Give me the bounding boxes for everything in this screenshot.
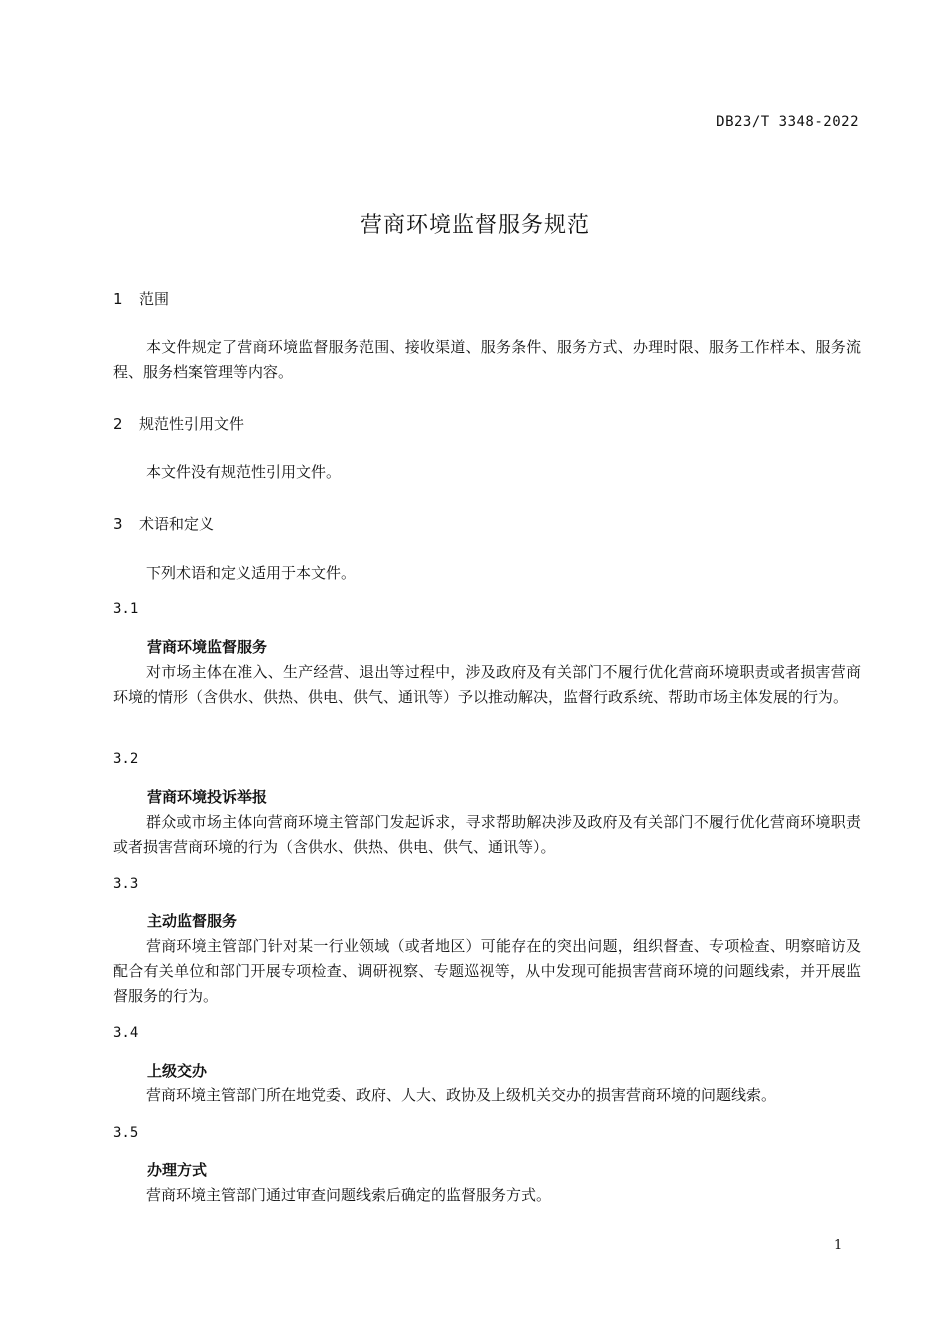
- term-3-5-definition: 营商环境主管部门通过审查问题线索后确定的监督服务方式。: [146, 1186, 552, 1204]
- document-code: DB23/T 3348-2022: [716, 114, 859, 130]
- term-3-2-definition: 群众或市场主体向营商环境主管部门发起诉求，寻求帮助解决涉及政府及有关部门不履行优化营商环境职责或者损害营商环境的行为（含供水、供热、供电、供气、通讯等）。: [113, 813, 861, 856]
- section-heading-text: 范围: [139, 290, 170, 308]
- section-number: 3: [113, 515, 123, 533]
- section-1-heading: [113, 288, 169, 309]
- page-number: 1: [834, 1238, 843, 1253]
- section-1-body: 本文件规定了营商环境监督服务范围、接收渠道、服务条件、服务方式、办理时限、服务工作样本、服务流程、服务档案管理等内容。: [113, 338, 861, 381]
- section-2-heading: [113, 413, 244, 434]
- section-3-body: 下列术语和定义适用于本文件。: [146, 564, 357, 582]
- term-3-4-title: 上级交办: [147, 1062, 208, 1080]
- term-3-1-definition: 对市场主体在准入、生产经营、退出等过程中，涉及政府及有关部门不履行优化营商环境职责或者损害营商环境的情形（含供水、供热、供电、供气、通讯等）予以推动解决，监督行政系统、帮助市场主体发展的行为。: [113, 663, 861, 706]
- term-3-3-number: 3.3: [113, 876, 139, 892]
- term-3-4-definition: 营商环境主管部门所在地党委、政府、人大、政协及上级机关交办的损害营商环境的问题线索。: [146, 1086, 777, 1104]
- document-title: 营商环境监督服务规范: [359, 213, 590, 238]
- section-heading-text: 规范性引用文件: [139, 415, 245, 433]
- term-3-4-number: 3.4: [113, 1025, 139, 1041]
- term-3-3-definition: 营商环境主管部门针对某一行业领域（或者地区）可能存在的突出问题，组织督查、专项检查、明察暗访及配合有关单位和部门开展专项检查、调研视察、专题巡视等，从中发现可能损害营商环境的问题线索，并开展监督服务的行为。: [113, 937, 861, 1005]
- term-3-2-title: 营商环境投诉举报: [147, 788, 268, 806]
- term-3-1-number: 3.1: [113, 601, 139, 617]
- section-number: 1: [113, 290, 123, 308]
- section-heading-text: 术语和定义: [139, 515, 215, 533]
- term-3-3-title: 主动监督服务: [147, 912, 238, 930]
- term-3-2-number: 3.2: [113, 751, 139, 767]
- term-3-1-title: 营商环境监督服务: [147, 638, 268, 656]
- section-3-heading: [113, 513, 214, 534]
- section-number: 2: [113, 415, 123, 433]
- term-3-5-number: 3.5: [113, 1125, 139, 1141]
- section-2-body: 本文件没有规范性引用文件。: [146, 463, 342, 481]
- term-3-5-title: 办理方式: [147, 1161, 208, 1179]
